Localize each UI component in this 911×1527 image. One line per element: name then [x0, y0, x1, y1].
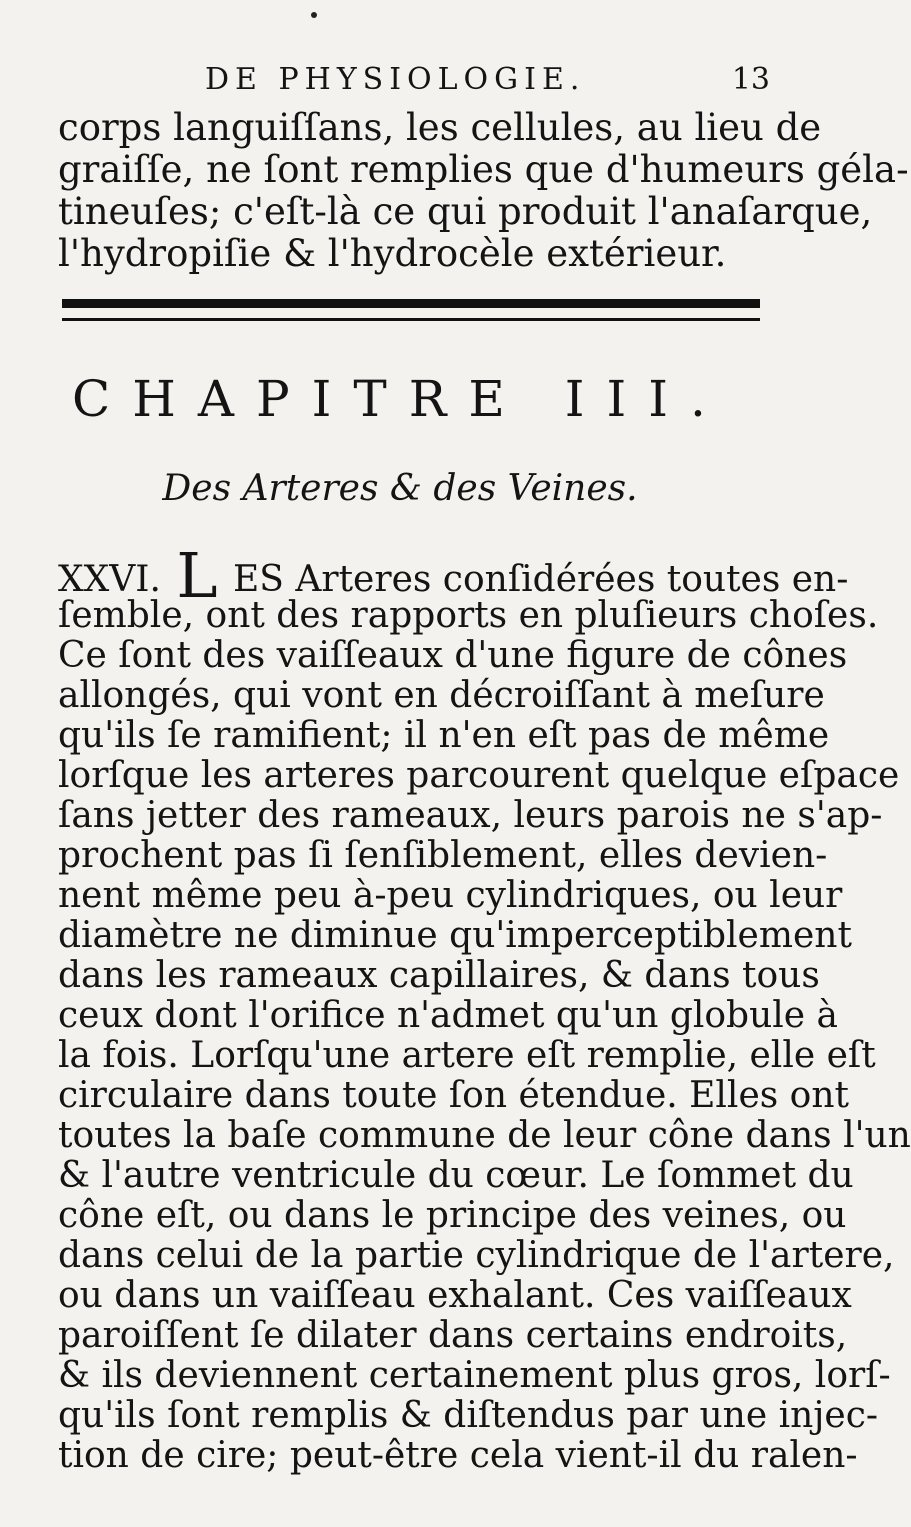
- body-first-line: [58, 539, 849, 612]
- section-rule-thick: [62, 299, 760, 308]
- body-line: diamètre ne diminue qu'imperceptiblement: [58, 915, 852, 956]
- body-line: cône eſt, ou dans le principe des veines, ou: [58, 1195, 847, 1236]
- paragraph-line: corps languiſſans, les cellules, au lieu de: [58, 106, 822, 149]
- body-line: dans les rameaux capillaires, & dans tous: [58, 955, 820, 996]
- body-line: qu'ils ſe ramifient; il n'en eſt pas de même: [58, 715, 830, 756]
- ink-speck: [311, 12, 317, 18]
- body-line: dans celui de la partie cylindrique de l'artere,: [58, 1235, 895, 1276]
- body-line: ou dans un vaiſſeau exhalant. Ces vaiſſeaux: [58, 1275, 852, 1316]
- chapter-title: CHAPITRE III.: [72, 370, 728, 428]
- body-line: prochent pas ſi ſenſiblement, elles devien-: [58, 835, 828, 876]
- body-line: & l'autre ventricule du cœur. Le ſommet du: [58, 1155, 854, 1196]
- paragraph-line: l'hydropiſie & l'hydrocèle extérieur.: [58, 232, 727, 275]
- body-line: Ce ſont des vaiſſeaux d'une figure de cônes: [58, 635, 848, 676]
- first-line-text: ES Arteres conſidérées toutes en-: [233, 559, 849, 600]
- body-line: ſans jetter des rameaux, leurs parois ne s'ap-: [58, 795, 883, 836]
- body-line: & ils deviennent certainement plus gros, lorſ-: [58, 1355, 891, 1396]
- body-line: allongés, qui vont en décroiſſant à meſure: [58, 675, 825, 716]
- body-line: qu'ils ſont remplis & diſtendus par une injec-: [58, 1395, 879, 1436]
- section-number: XXVI.: [58, 559, 161, 600]
- running-head: [205, 62, 770, 102]
- body-line: tion de cire; peut-être cela vient-il du ralen-: [58, 1435, 858, 1476]
- running-title: DE PHYSIOLOGIE.: [205, 62, 586, 97]
- body-line: nent même peu à-peu cylindriques, ou leur: [58, 875, 843, 916]
- paragraph-line: graiſſe, ne ſont remplies que d'humeurs géla-: [58, 148, 909, 191]
- drop-cap: L: [176, 539, 218, 612]
- body-line: circulaire dans toute ſon étendue. Elles ont: [58, 1075, 849, 1116]
- body-line: paroiſſent ſe dilater dans certains endroits,: [58, 1315, 848, 1356]
- paragraph-line: tineuſes; c'eſt-là ce qui produit l'anaſarque,: [58, 190, 873, 233]
- body-line: ſemble, ont des rapports en pluſieurs choſes.: [58, 595, 879, 636]
- section-rule-thin: [62, 318, 760, 321]
- chapter-subtitle: Des Arteres & des Veines.: [162, 468, 638, 509]
- body-line: ceux dont l'orifice n'admet qu'un globule à: [58, 995, 839, 1036]
- body-line: la fois. Lorſqu'une artere eſt remplie, elle eſt: [58, 1035, 876, 1076]
- body-line: lorſque les arteres parcourent quelque eſpace: [58, 755, 900, 796]
- page-number: 13: [731, 62, 770, 97]
- body-line: toutes la baſe commune de leur cône dans l'un: [58, 1115, 911, 1156]
